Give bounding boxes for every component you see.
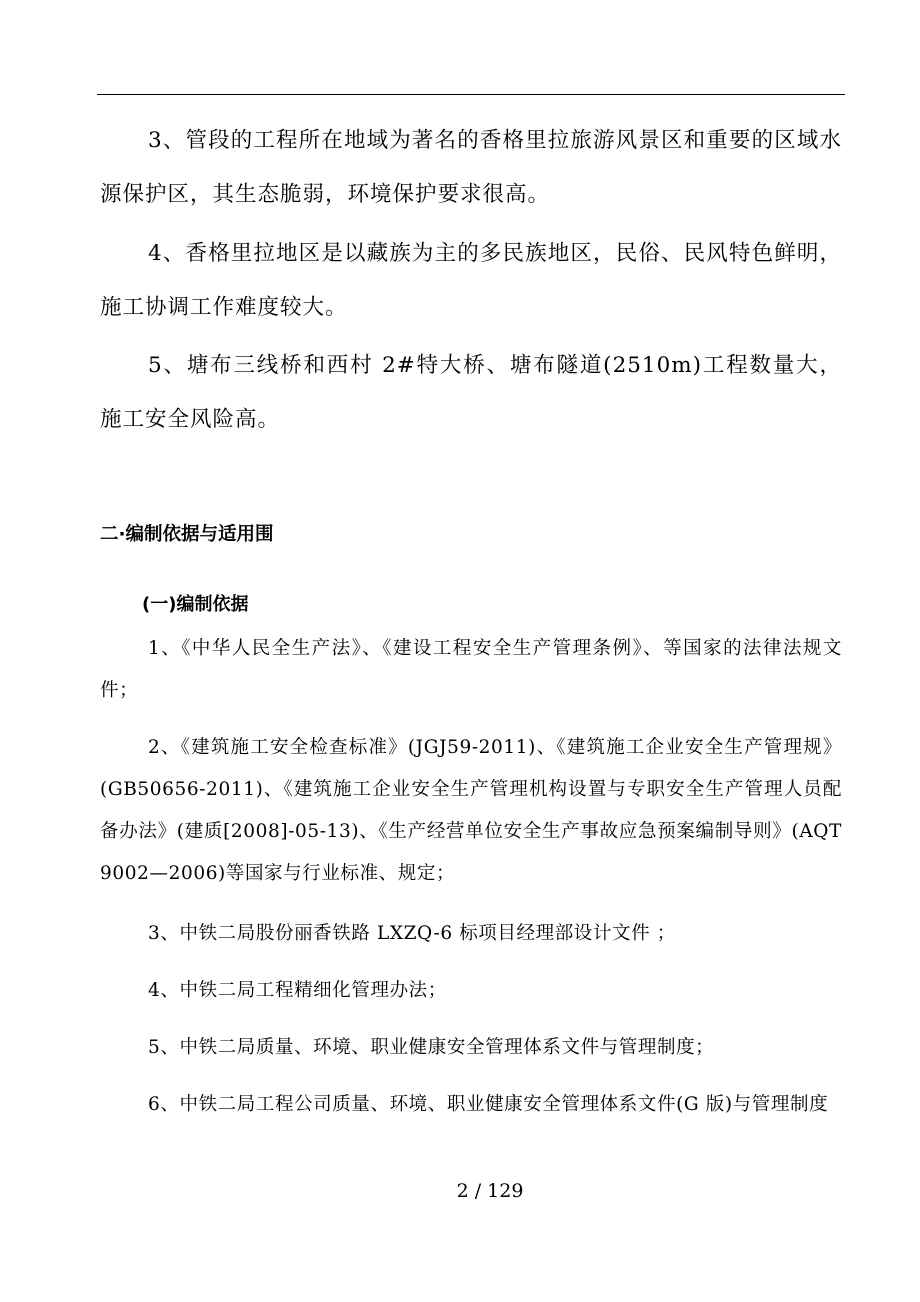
page-number: 2 / 129: [456, 1180, 524, 1202]
basis-item-5: 5、中铁二局质量、环境、职业健康安全管理体系文件与管理制度；: [148, 1037, 715, 1058]
paragraph-item-3: 3、管段的工程所在地域为著名的香格里拉旅游风景区和重要的区域水源保护区，其生态脆弱，环境保护要求很高。: [100, 128, 842, 207]
basis-item-2: 2、《建筑施工安全检查标准》(JGJ59-2011)、《建筑施工企业安全生产管理规》(GB50656-2011)、《建筑施工企业安全生产管理机构设置与专职安全生产管理人员配备办法》(建质[2008]-05-13)、《生产经营单位安全生产事故应急预案编制导则》(AQT 9002—2006)等国家与行业标准、规定；: [100, 737, 842, 884]
header-rule: [97, 94, 845, 95]
basis-item-4: 4、中铁二局工程精细化管理办法；: [148, 980, 447, 1001]
basis-item-1: 1、《中华人民全生产法》、《建设工程安全生产管理条例》、等国家的法律法规文件；: [100, 638, 842, 701]
basis-item-6: 6、中铁二局工程公司质量、环境、职业健康安全管理体系文件(G 版)与管理制度: [148, 1094, 829, 1115]
subsection-heading: (一)编制依据: [142, 594, 249, 615]
paragraph-item-4: 4、香格里拉地区是以藏族为主的多民族地区，民俗、民风特色鲜明，施工协调工作难度较大。: [100, 241, 842, 320]
paragraph-item-5: 5、塘布三线桥和西村 2#特大桥、塘布隧道(2510m)工程数量大，施工安全风险高。: [100, 353, 842, 432]
basis-item-3: 3、中铁二局股份丽香铁路 LXZQ-6 标项目经理部设计文件 ；: [148, 923, 676, 944]
section-heading: 二·编制依据与适用围: [100, 524, 274, 545]
